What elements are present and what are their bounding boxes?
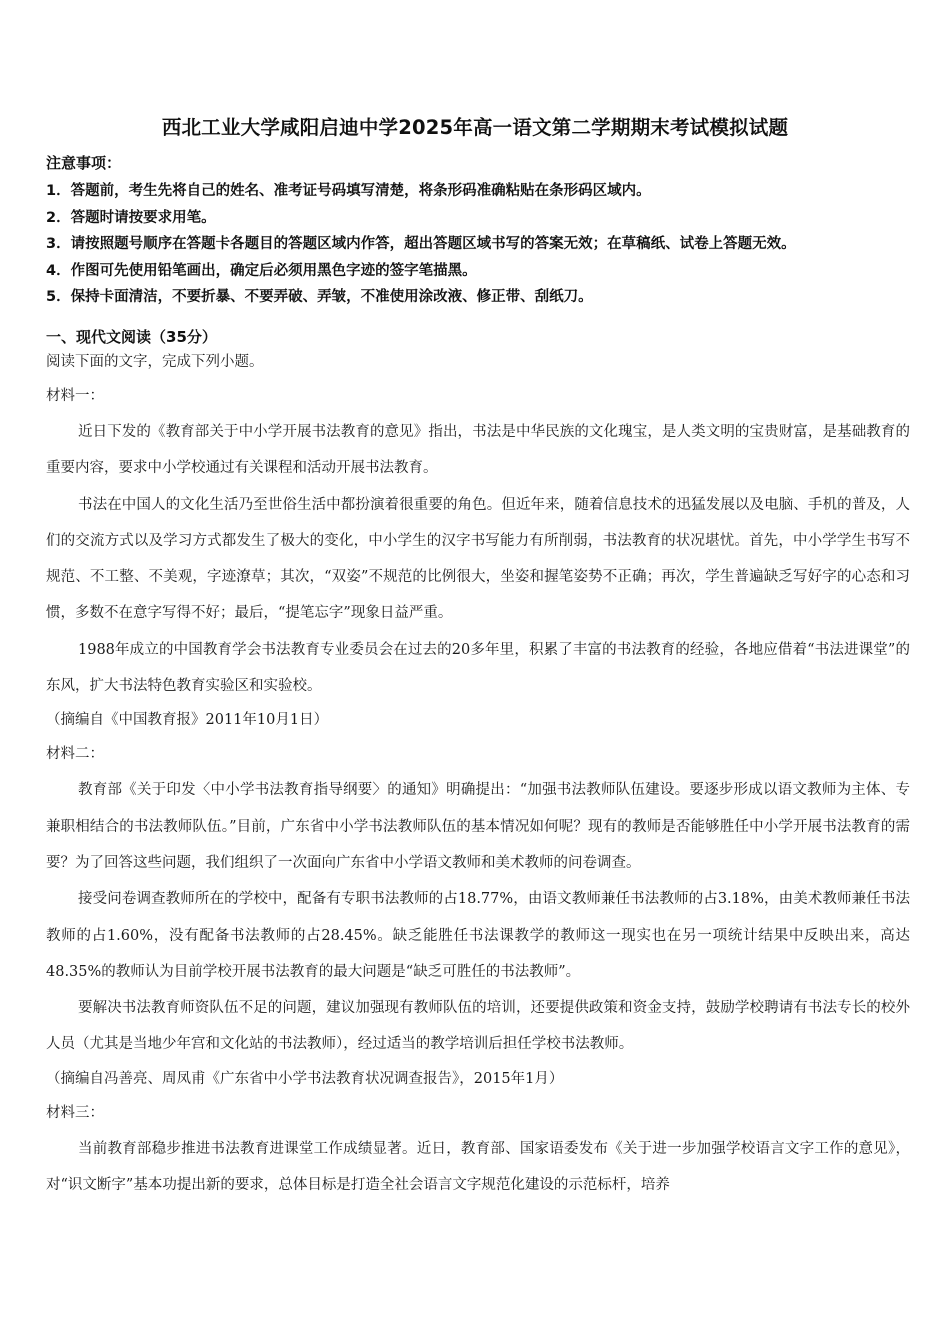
notice-list [46, 178, 926, 311]
source-citation: （摘编自《中国教育报》2011年10月1日） [46, 712, 329, 729]
paragraph: 接受问卷调查教师所在的学校中，配备有专职书法教师的占18.77%，由语文教师兼任书法教师的占3.18%，由美术教师兼任书法教师的占1.60%，没有配备书法教师的占28.45%。缺乏能胜任书法课教学的教师这一现实也在另一项统计结果中反映出来，高达48.35%的教师认为目前学校开展书法教育的最大问题是“缺乏可胜任的书法教师”。 [46, 891, 910, 980]
instruction-text: 阅读下面的文字，完成下列小题。 [46, 354, 264, 370]
notice-item: 1．答题前，考生先将自己的姓名、准考证号码填写清楚，将条形码准确粘贴在条形码区域内。 [46, 183, 651, 199]
notice-item: 4．作图可先使用铅笔画出，确定后必须用黑色字迹的签字笔描黑。 [46, 262, 477, 279]
material-label: 材料三： [46, 1104, 104, 1121]
paragraph: 近日下发的《教育部关于中小学开展书法教育的意见》指出，书法是中华民族的文化瑰宝，是人类文明的宝贵财富，是基础教育的重要内容，要求中小学校通过有关课程和活动开展书法教育。 [46, 424, 910, 477]
paragraph: 要解决书法教育师资队伍不足的问题，建议加强现有教师队伍的培训，还要提供政策和资金支持，鼓励学校聘请有书法专长的校外人员（尤其是当地少年宫和文化站的书法教师），经过适当的教学培训后担任学校书法教师。 [46, 1000, 910, 1053]
notice-item: 5．保持卡面清洁，不要折暴、不要弄破、弄皱，不准使用涂改液、修正带、刮纸刀。 [46, 289, 593, 305]
paragraph: 书法在中国人的文化生活乃至世俗生活中都扮演着很重要的角色。但近年来，随着信息技术的迅猛发展以及电脑、手机的普及，人们的交流方式以及学习方式都发生了极大的变化，中小学生的汉字书写能力有所削弱，书法教育的状况堪忧。首先，中小学学生书写不规范、不工整、不美观，字迹潦草；其次，“双姿”不规范的比例很大，坐姿和握笔姿势不正确；再次，学生普遍缺乏写好字的心态和习惯，多数不在意字写得不好；最后，“提笔忘字”现象日益严重。 [46, 496, 910, 622]
material-label: 材料一： [46, 388, 104, 404]
paragraph: 教育部《关于印发〈中小学书法教育指导纲要〉的通知》明确提出：“加强书法教师队伍建设。要逐步形成以语文教师为主体、专兼职相结合的书法教师队伍。”目前，广东省中小学书法教师队伍的基本情况如何呢？现有的教师是否能够胜任中小学开展书法教育的需要？为了回答这些问题，我们组织了一次面向广东省中小学语文教师和美术教师的问卷调查。 [46, 782, 910, 871]
material-label: 材料二： [46, 746, 104, 763]
paragraph: 当前教育部稳步推进书法教育进课堂工作成绩显著。近日，教育部、国家语委发布《关于进一步加强学校语言文字工作的意见》，对“识文断字”基本功提出新的要求，总体目标是打造全社会语言文字规范化建设的示范标杆，培养 [46, 1140, 910, 1194]
reading-body [46, 348, 910, 1203]
page-title: 西北工业大学咸阳启迪中学2025年高一语文第二学期期末考试模拟试题 [161, 116, 789, 139]
section-heading: 一、现代文阅读（35分） [46, 328, 217, 346]
paragraph: 1988年成立的中国教育学会书法教育专业委员会在过去的20多年里，积累了丰富的书法教育的经验，各地应借着“书法进课堂”的东风，扩大书法特色教育实验区和实验校。 [46, 641, 910, 695]
source-citation: （摘编自冯善亮、周凤甫《广东省中小学书法教育状况调查报告》，2015年1月） [46, 1070, 564, 1087]
notice-item: 3．请按照题号顺序在答题卡各题目的答题区域内作答，超出答题区域书写的答案无效；在草稿纸、试卷上答题无效。 [46, 236, 796, 252]
notice-item: 2．答题时请按要求用笔。 [46, 209, 216, 226]
notice-heading: 注意事项： [46, 154, 122, 172]
